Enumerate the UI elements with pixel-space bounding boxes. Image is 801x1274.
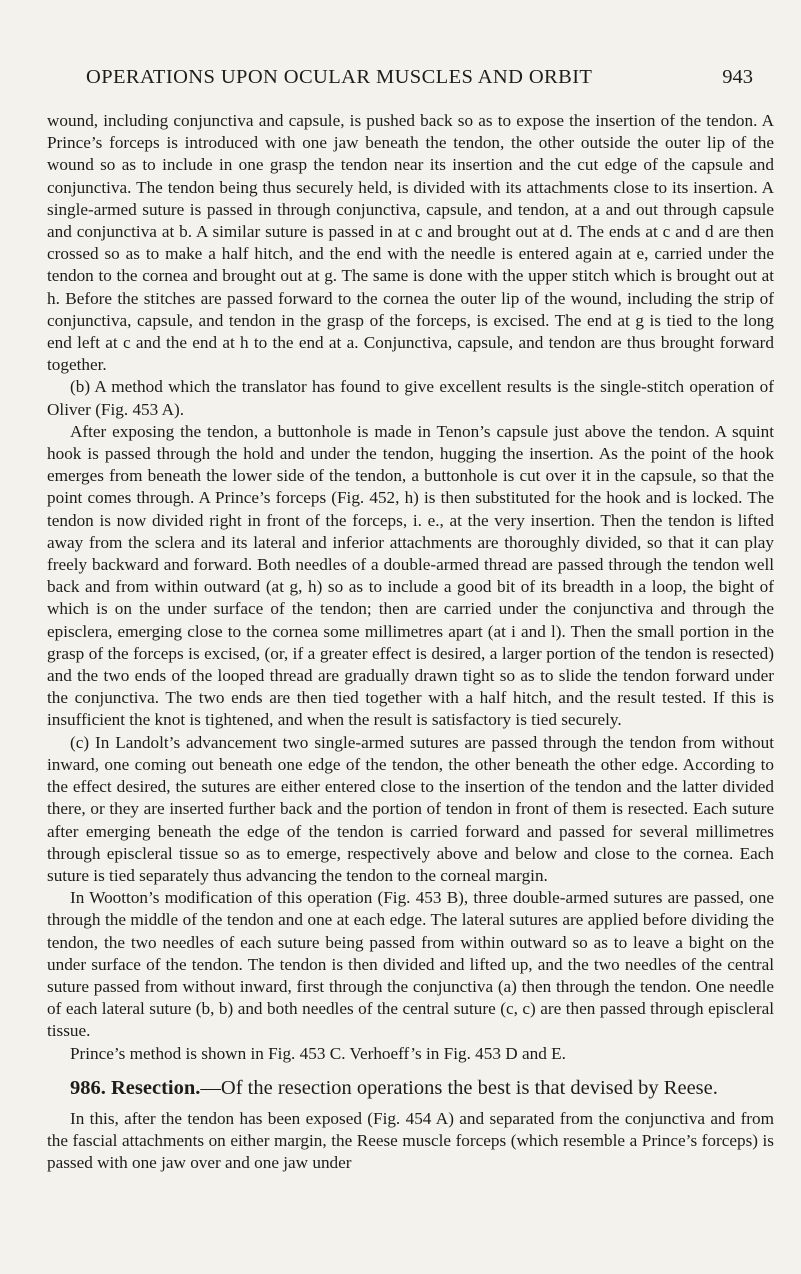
section-heading-lead: —Of the resection operations the best is that devised by Reese. (200, 1076, 718, 1099)
page-number: 943 (722, 66, 753, 88)
running-head (86, 66, 753, 96)
paragraph-landolt: (c) In Landolt’s advancement two single-armed sutures are passed through the tendon from without inward, one coming out beneath one edge of the tendon, the other beneath the other edge. According to the effect desired, the sutures are either entered close to the insertion of the tendon and the latter divided there, or they are inserted further back and the portion of tendon in front of them is resected. Each suture after emerging beneath the edge of the tendon is carried forward and passed for several millimetres through episcleral tissue so as to emerge, respectively above and below and close to the cornea. Each suture is tied separately thus advancing the tendon to the corneal margin. (47, 732, 774, 885)
paragraph-oliver-method: After exposing the tendon, a buttonhole is made in Tenon’s capsule just above the tendon. A squint hook is passed through the hold and under the tendon, hugging the insertion. As the point of the hook emerges from beneath the lower side of the tendon, a buttonhole is cut over it in the capsule, so that the point comes through. A Prince’s forceps (Fig. 452, h) is then substituted for the hook and is locked. The tendon is now divided right in front of the forceps, i. e., at the very insertion. Then the tendon is lifted away from the sclera and its lateral and inferior attachments are thoroughly divided, so that it can play freely backward and forward. Both needles of a double-armed thread are passed through the tendon well back and from within outward (at g, h) so as to include a good bit of its breadth in a loop, the bight of which is on the under surface of the tendon; then are carried under the conjunctiva and through the episclera, emerging close to the cornea some millimetres apart (at i and l). Then the small portion in the grasp of the forceps is excised, (or, if a greater effect is desired, a larger portion of the tendon is resected) and the two ends of the looped thread are gradually drawn tight so as to slide the tendon forward under the conjunctiva. The two ends are then tied together with a half hitch, and the result tested. If this is insufficient the knot is tightened, and when the result is satisfactory is tied securely. (47, 421, 774, 730)
running-title: OPERATIONS UPON OCULAR MUSCLES AND ORBIT (86, 66, 593, 88)
section-heading-label: 986. Resection. (70, 1076, 201, 1099)
paragraph-wootton: In Wootton’s modification of this operation (Fig. 453 B), three double-armed sutures are passed, one through the middle of the tendon and one at each edge. The lateral sutures are applied before dividing the tendon, the two needles of each suture being passed from within outward so as to leave a bight on the under surface of the tendon. The tendon is then divided and lifted up, and the two needles of the central suture passed from without inward, first through the conjunctiva (a) then through the tendon. One needle of each lateral suture (b, b) and both needles of the central suture (c, c) are then passed through episcleral tissue. (47, 888, 774, 1041)
paragraph-prince-verhoeff: Prince’s method is shown in Fig. 453 C. Verhoeff’s in Fig. 453 D and E. (70, 1043, 566, 1063)
section-heading (47, 1075, 774, 1102)
paragraph-resection: In this, after the tendon has been exposed (Fig. 454 A) and separated from the conjunctiva and from the fascial attachments on either margin, the Reese muscle forceps (which resemble a Prince’s forceps) is passed with one jaw over and one jaw under (47, 1108, 774, 1173)
body-text (47, 110, 774, 1174)
paragraph-continuation: wound, including conjunctiva and capsule, is pushed back so as to expose the insertion of the tendon. A Prince’s forceps is introduced with one jaw beneath the tendon, the other outside the outer lip of the wound so as to include in one grasp the tendon near its insertion and the cut edge of the capsule and conjunctiva. The tendon being thus securely held, is divided with its attachments close to its insertion. A single-armed suture is passed in through conjunctiva, capsule, and tendon, at a and out through capsule and conjunctiva at b. A similar suture is passed in at c and brought out at d. The ends at c and d are then crossed so as to make a half hitch, and the end with the needle is entered again at e, carried under the tendon to the cornea and brought out at g. The same is done with the upper stitch which is brought out at h. Before the stitches are passed forward to the cornea the outer lip of the wound, including the strip of conjunctiva, capsule, and tendon in the grasp of the forceps, is excised. The end at g is tied to the long end left at c and the end at h to the end at a. Conjunctiva, capsule, and tendon are thus brought forward together. (47, 111, 774, 375)
paragraph-b-intro: (b) A method which the translator has found to give excellent results is the single-stitch operation of Oliver (Fig. 453 A). (47, 377, 774, 419)
